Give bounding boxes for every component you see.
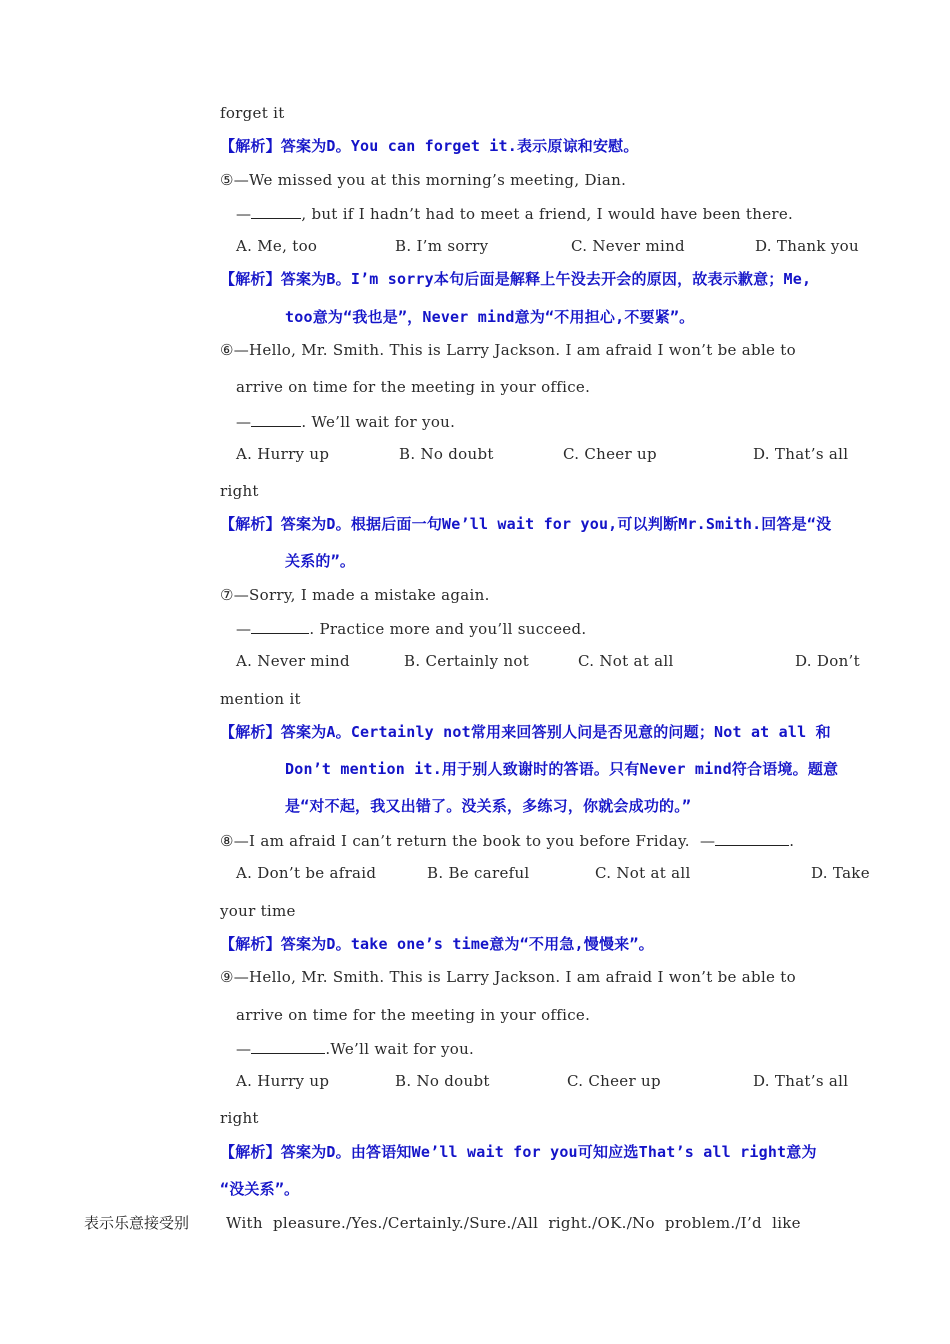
option-d-cont: your time bbox=[220, 902, 296, 920]
option-a: A. Never mind bbox=[236, 652, 350, 670]
answer-blank bbox=[251, 412, 301, 427]
explanation-line: 【解析】答案为B。I’m sorry本句后面是解释上午没去开会的原因，故表示歉意；Me, bbox=[220, 270, 812, 288]
row-heading: 表示乐意接受别 bbox=[84, 1214, 190, 1232]
explanation-line: Don’t mention it.用于别人致谢时的答语。只有Never mind符合语境。题意 bbox=[285, 760, 839, 778]
option-d-cont: right bbox=[220, 1109, 259, 1127]
option-d: D. Thank you bbox=[755, 237, 859, 255]
option-b: B. I’m sorry bbox=[395, 237, 489, 255]
explanation-line: 是“对不起，我又出错了。没关系，多练习，你就会成功的。” bbox=[285, 797, 692, 815]
explanation-line: “没关系”。 bbox=[220, 1180, 300, 1198]
option-d-cont: mention it bbox=[220, 690, 301, 708]
text-line: forget it bbox=[220, 104, 285, 122]
explanation-line: 【解析】答案为D。根据后面一句We’ll wait for you,可以判断Mr.Smith.回答是“没 bbox=[220, 515, 832, 533]
option-d: D. That’s all bbox=[753, 445, 849, 463]
answer-blank bbox=[251, 619, 309, 634]
option-c: C. Not at all bbox=[595, 864, 691, 882]
reply-text: . Practice more and you’ll succeed. bbox=[309, 620, 587, 638]
question-5-reply bbox=[236, 204, 793, 223]
explanation-line: 【解析】答案为D。You can forget it.表示原谅和安慰。 bbox=[220, 137, 639, 155]
question-8-stem bbox=[220, 831, 794, 850]
answer-blank bbox=[251, 1039, 325, 1054]
reply-text: . We’ll wait for you. bbox=[301, 413, 456, 431]
explanation-line: 关系的”。 bbox=[285, 552, 356, 570]
option-a: A. Hurry up bbox=[236, 445, 330, 463]
question-5-stem: ⑤—We missed you at this morning’s meeting, Dian. bbox=[220, 171, 627, 189]
answer-blank bbox=[251, 204, 301, 219]
explanation-line: 【解析】答案为A。Certainly not常用来回答别人问是否见意的问题；Not at all 和 bbox=[220, 723, 831, 741]
answer-blank bbox=[715, 831, 789, 846]
option-d: D. That’s all bbox=[753, 1072, 849, 1090]
explanation-line: too意为“我也是”，Never mind意为“不用担心,不要紧”。 bbox=[285, 308, 695, 326]
option-c: C. Not at all bbox=[578, 652, 674, 670]
question-7-stem: ⑦—Sorry, I made a mistake again. bbox=[220, 586, 490, 604]
option-d-cont: right bbox=[220, 482, 259, 500]
option-a: A. Me, too bbox=[236, 237, 318, 255]
question-6-stem: ⑥—Hello, Mr. Smith. This is Larry Jackson. I am afraid I won’t be able to bbox=[220, 341, 796, 359]
question-9-stem: ⑨—Hello, Mr. Smith. This is Larry Jackson. I am afraid I won’t be able to bbox=[220, 968, 796, 986]
option-b: B. Certainly not bbox=[404, 652, 530, 670]
stem-text: ⑧—I am afraid I can’t return the book to you before Friday. — bbox=[220, 832, 716, 850]
question-6-stem-cont: arrive on time for the meeting in your office. bbox=[236, 378, 591, 396]
option-b: B. Be careful bbox=[427, 864, 530, 882]
question-9-reply bbox=[236, 1039, 474, 1058]
question-9-stem-cont: arrive on time for the meeting in your office. bbox=[236, 1006, 591, 1024]
option-b: B. No doubt bbox=[395, 1072, 490, 1090]
dash: — bbox=[236, 620, 252, 638]
option-b: B. No doubt bbox=[399, 445, 494, 463]
dash: — bbox=[236, 413, 252, 431]
row-content: With pleasure./Yes./Certainly./Sure./All right./OK./No problem./I’d like bbox=[226, 1214, 801, 1232]
dash: — bbox=[236, 1040, 252, 1058]
option-a: A. Hurry up bbox=[236, 1072, 330, 1090]
option-d: D. Take bbox=[811, 864, 870, 882]
question-7-reply bbox=[236, 619, 586, 638]
option-a: A. Don’t be afraid bbox=[236, 864, 377, 882]
reply-text: .We’ll wait for you. bbox=[325, 1040, 475, 1058]
option-c: C. Cheer up bbox=[567, 1072, 661, 1090]
dash: — bbox=[236, 205, 252, 223]
question-6-reply bbox=[236, 412, 455, 431]
explanation-line: 【解析】答案为D。take one’s time意为“不用急,慢慢来”。 bbox=[220, 935, 654, 953]
option-d: D. Don’t bbox=[795, 652, 860, 670]
reply-text: , but if I hadn’t had to meet a friend, I would have been there. bbox=[301, 205, 794, 223]
option-c: C. Never mind bbox=[571, 237, 685, 255]
explanation-line: 【解析】答案为D。由答语知We’ll wait for you可知应选That’s all right意为 bbox=[220, 1143, 817, 1161]
option-c: C. Cheer up bbox=[563, 445, 657, 463]
stem-end: . bbox=[789, 832, 795, 850]
